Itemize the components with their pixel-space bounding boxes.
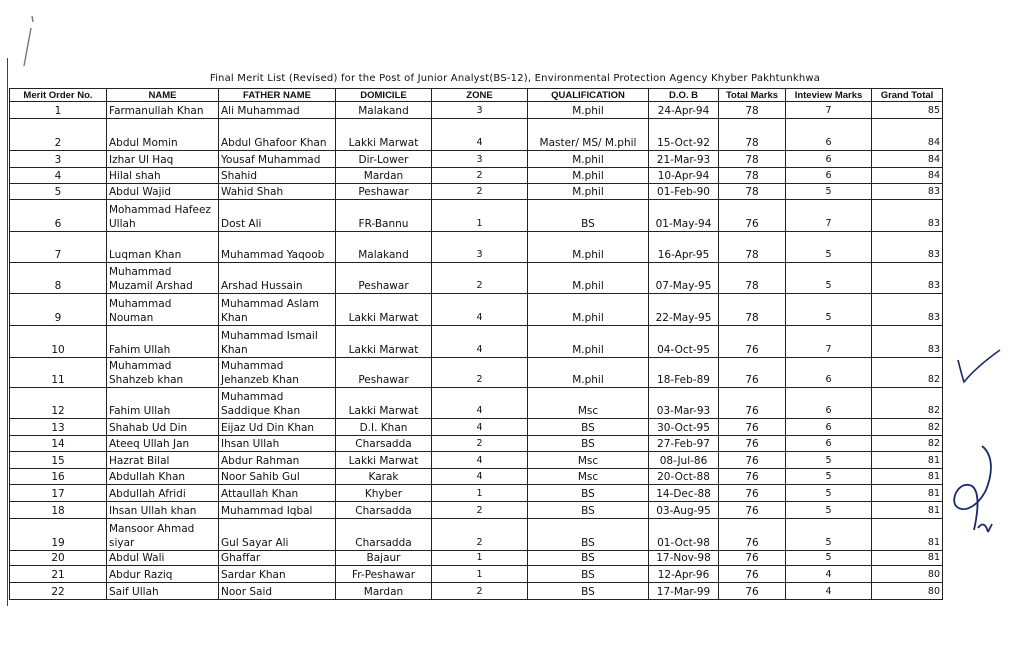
qualification-cell: Msc	[528, 388, 649, 419]
total-marks-cell: 76	[719, 566, 786, 583]
qualification-cell: BS	[528, 200, 649, 232]
candidate-name-cell: Abdur Raziq	[107, 566, 219, 583]
merit-order-cell: 18	[10, 502, 107, 519]
father-name-cell: Attaullah Khan	[219, 485, 336, 502]
grand-total-cell: 84	[872, 168, 943, 184]
dob-cell: 01-Oct-98	[649, 519, 719, 551]
candidate-name-cell: Izhar Ul Haq	[107, 151, 219, 168]
column-header-qualification: QUALIFICATION	[528, 89, 649, 102]
pen-stroke-mark	[20, 14, 40, 70]
merit-order-cell: 8	[10, 263, 107, 294]
interview-marks-cell: 4	[786, 566, 872, 583]
interview-marks-cell: 6	[786, 119, 872, 151]
table-row	[10, 294, 943, 326]
interview-marks-cell: 5	[786, 469, 872, 485]
interview-marks-cell: 7	[786, 102, 872, 119]
column-header-domicile: DOMICILE	[336, 89, 432, 102]
qualification-cell: M.phil	[528, 263, 649, 294]
father-name-cell: Muhammad Jehanzeb Khan	[219, 358, 336, 388]
checkmark-icon	[950, 342, 1010, 386]
qualification-cell: M.phil	[528, 184, 649, 200]
table-row	[10, 502, 943, 519]
merit-order-cell: 2	[10, 119, 107, 151]
page-edge-line	[7, 58, 8, 606]
grand-total-cell: 82	[872, 419, 943, 436]
total-marks-cell: 78	[719, 168, 786, 184]
domicile-cell: Malakand	[336, 102, 432, 119]
qualification-cell: BS	[528, 583, 649, 600]
merit-order-cell: 21	[10, 566, 107, 583]
merit-order-cell: 13	[10, 419, 107, 436]
table-row	[10, 102, 943, 119]
qualification-cell: BS	[528, 485, 649, 502]
candidate-name-cell: Fahim Ullah	[107, 326, 219, 358]
domicile-cell: Peshawar	[336, 184, 432, 200]
father-name-cell: Muhammad Yaqoob	[219, 232, 336, 263]
grand-total-cell: 81	[872, 519, 943, 551]
total-marks-cell: 78	[719, 102, 786, 119]
qualification-cell: Msc	[528, 469, 649, 485]
father-name-cell: Noor Said	[219, 583, 336, 600]
total-marks-cell: 76	[719, 485, 786, 502]
dob-cell: 30-Oct-95	[649, 419, 719, 436]
total-marks-cell: 76	[719, 469, 786, 485]
dob-cell: 07-May-95	[649, 263, 719, 294]
candidate-name-cell: Abdul Momin	[107, 119, 219, 151]
column-header-merit-order: Merit Order No.	[10, 89, 107, 102]
father-name-cell: Dost Ali	[219, 200, 336, 232]
table-row	[10, 151, 943, 168]
interview-marks-cell: 6	[786, 358, 872, 388]
zone-cell: 3	[432, 232, 528, 263]
table-row	[10, 263, 943, 294]
total-marks-cell: 78	[719, 263, 786, 294]
merit-order-cell: 16	[10, 469, 107, 485]
dob-cell: 14-Dec-88	[649, 485, 719, 502]
qualification-cell: BS	[528, 436, 649, 452]
zone-cell: 1	[432, 485, 528, 502]
dob-cell: 27-Feb-97	[649, 436, 719, 452]
column-header-zone: ZONE	[432, 89, 528, 102]
table-row	[10, 452, 943, 469]
table-row	[10, 519, 943, 551]
grand-total-cell: 83	[872, 200, 943, 232]
qualification-cell: Msc	[528, 452, 649, 469]
father-name-cell: Muhammad Saddique Khan	[219, 388, 336, 419]
domicile-cell: Karak	[336, 469, 432, 485]
grand-total-cell: 83	[872, 326, 943, 358]
zone-cell: 2	[432, 184, 528, 200]
zone-cell: 2	[432, 436, 528, 452]
interview-marks-cell: 5	[786, 263, 872, 294]
table-row	[10, 551, 943, 566]
merit-order-cell: 6	[10, 200, 107, 232]
column-header-total-marks: Total Marks	[719, 89, 786, 102]
qualification-cell: BS	[528, 566, 649, 583]
dob-cell: 24-Apr-94	[649, 102, 719, 119]
grand-total-cell: 84	[872, 151, 943, 168]
grand-total-cell: 82	[872, 358, 943, 388]
merit-order-cell: 15	[10, 452, 107, 469]
father-name-cell: Noor Sahib Gul	[219, 469, 336, 485]
zone-cell: 3	[432, 151, 528, 168]
zone-cell: 4	[432, 419, 528, 436]
father-name-cell: Shahid	[219, 168, 336, 184]
qualification-cell: M.phil	[528, 326, 649, 358]
dob-cell: 17-Mar-99	[649, 583, 719, 600]
domicile-cell: FR-Bannu	[336, 200, 432, 232]
domicile-cell: Lakki Marwat	[336, 326, 432, 358]
merit-order-cell: 11	[10, 358, 107, 388]
zone-cell: 4	[432, 388, 528, 419]
zone-cell: 2	[432, 168, 528, 184]
grand-total-cell: 83	[872, 263, 943, 294]
total-marks-cell: 76	[719, 436, 786, 452]
total-marks-cell: 76	[719, 502, 786, 519]
interview-marks-cell: 5	[786, 184, 872, 200]
total-marks-cell: 78	[719, 184, 786, 200]
domicile-cell: Khyber	[336, 485, 432, 502]
candidate-name-cell: Muhammad Shahzeb khan	[107, 358, 219, 388]
father-name-cell: Muhammad Aslam Khan	[219, 294, 336, 326]
candidate-name-cell: Mansoor Ahmad siyar	[107, 519, 219, 551]
zone-cell: 1	[432, 200, 528, 232]
total-marks-cell: 78	[719, 119, 786, 151]
grand-total-cell: 84	[872, 119, 943, 151]
candidate-name-cell: Fahim Ullah	[107, 388, 219, 419]
table-row	[10, 326, 943, 358]
dob-cell: 15-Oct-92	[649, 119, 719, 151]
interview-marks-cell: 5	[786, 519, 872, 551]
total-marks-cell: 78	[719, 232, 786, 263]
total-marks-cell: 76	[719, 551, 786, 566]
total-marks-cell: 76	[719, 200, 786, 232]
merit-order-cell: 19	[10, 519, 107, 551]
total-marks-cell: 76	[719, 519, 786, 551]
domicile-cell: Mardan	[336, 168, 432, 184]
zone-cell: 4	[432, 469, 528, 485]
domicile-cell: Dir-Lower	[336, 151, 432, 168]
grand-total-cell: 81	[872, 452, 943, 469]
father-name-cell: Abdur Rahman	[219, 452, 336, 469]
merit-order-cell: 1	[10, 102, 107, 119]
domicile-cell: Fr-Peshawar	[336, 566, 432, 583]
qualification-cell: BS	[528, 419, 649, 436]
domicile-cell: Bajaur	[336, 551, 432, 566]
zone-cell: 2	[432, 519, 528, 551]
interview-marks-cell: 6	[786, 388, 872, 419]
candidate-name-cell: Hazrat Bilal	[107, 452, 219, 469]
table-row	[10, 119, 943, 151]
qualification-cell: M.phil	[528, 294, 649, 326]
merit-order-cell: 9	[10, 294, 107, 326]
zone-cell: 4	[432, 119, 528, 151]
zone-cell: 2	[432, 583, 528, 600]
table-row	[10, 583, 943, 600]
interview-marks-cell: 7	[786, 200, 872, 232]
interview-marks-cell: 5	[786, 551, 872, 566]
domicile-cell: Lakki Marwat	[336, 452, 432, 469]
merit-order-cell: 3	[10, 151, 107, 168]
total-marks-cell: 76	[719, 583, 786, 600]
qualification-cell: BS	[528, 502, 649, 519]
domicile-cell: Peshawar	[336, 358, 432, 388]
table-row	[10, 469, 943, 485]
qualification-cell: Master/ MS/ M.phil	[528, 119, 649, 151]
domicile-cell: Mardan	[336, 583, 432, 600]
zone-cell: 2	[432, 263, 528, 294]
zone-cell: 1	[432, 551, 528, 566]
domicile-cell: Malakand	[336, 232, 432, 263]
qualification-cell: M.phil	[528, 358, 649, 388]
domicile-cell: Lakki Marwat	[336, 294, 432, 326]
dob-cell: 01-May-94	[649, 200, 719, 232]
qualification-cell: BS	[528, 519, 649, 551]
merit-order-cell: 4	[10, 168, 107, 184]
zone-cell: 1	[432, 566, 528, 583]
interview-marks-cell: 5	[786, 452, 872, 469]
table-row	[10, 388, 943, 419]
father-name-cell: Ali Muhammad	[219, 102, 336, 119]
father-name-cell: Yousaf Muhammad	[219, 151, 336, 168]
grand-total-cell: 80	[872, 566, 943, 583]
dob-cell: 03-Aug-95	[649, 502, 719, 519]
domicile-cell: D.I. Khan	[336, 419, 432, 436]
dob-cell: 17-Nov-98	[649, 551, 719, 566]
table-row	[10, 168, 943, 184]
total-marks-cell: 76	[719, 358, 786, 388]
father-name-cell: Eijaz Ud Din Khan	[219, 419, 336, 436]
qualification-cell: M.phil	[528, 168, 649, 184]
grand-total-cell: 82	[872, 436, 943, 452]
domicile-cell: Charsadda	[336, 519, 432, 551]
interview-marks-cell: 4	[786, 583, 872, 600]
domicile-cell: Lakki Marwat	[336, 388, 432, 419]
table-row	[10, 232, 943, 263]
candidate-name-cell: Abdul Wajid	[107, 184, 219, 200]
column-header-father-name: FATHER NAME	[219, 89, 336, 102]
interview-marks-cell: 5	[786, 502, 872, 519]
grand-total-cell: 81	[872, 502, 943, 519]
zone-cell: 3	[432, 102, 528, 119]
table-row	[10, 358, 943, 388]
total-marks-cell: 78	[719, 151, 786, 168]
table-row	[10, 419, 943, 436]
dob-cell: 01-Feb-90	[649, 184, 719, 200]
merit-order-cell: 22	[10, 583, 107, 600]
interview-marks-cell: 5	[786, 485, 872, 502]
merit-order-cell: 14	[10, 436, 107, 452]
dob-cell: 08-Jul-86	[649, 452, 719, 469]
document-title: Final Merit List (Revised) for the Post of Junior Analyst(BS-12), Environmental Protection Agency Khyber Pakhtunkhwa	[209, 73, 821, 84]
dob-cell: 04-Oct-95	[649, 326, 719, 358]
grand-total-cell: 81	[872, 551, 943, 566]
qualification-cell: M.phil	[528, 151, 649, 168]
grand-total-cell: 83	[872, 294, 943, 326]
dob-cell: 03-Mar-93	[649, 388, 719, 419]
interview-marks-cell: 6	[786, 419, 872, 436]
candidate-name-cell: Muhammad Muzamil Arshad	[107, 263, 219, 294]
signature-mark	[942, 440, 1002, 546]
zone-cell: 4	[432, 326, 528, 358]
merit-list-table	[9, 88, 943, 600]
grand-total-cell: 80	[872, 583, 943, 600]
domicile-cell: Charsadda	[336, 502, 432, 519]
qualification-cell: M.phil	[528, 232, 649, 263]
dob-cell: 16-Apr-95	[649, 232, 719, 263]
merit-order-cell: 12	[10, 388, 107, 419]
candidate-name-cell: Hilal shah	[107, 168, 219, 184]
candidate-name-cell: Shahab Ud Din	[107, 419, 219, 436]
total-marks-cell: 76	[719, 452, 786, 469]
candidate-name-cell: Luqman Khan	[107, 232, 219, 263]
zone-cell: 2	[432, 358, 528, 388]
merit-order-cell: 7	[10, 232, 107, 263]
table-header-row	[10, 89, 943, 102]
father-name-cell: Gul Sayar Ali	[219, 519, 336, 551]
father-name-cell: Sardar Khan	[219, 566, 336, 583]
father-name-cell: Muhammad Iqbal	[219, 502, 336, 519]
dob-cell: 12-Apr-96	[649, 566, 719, 583]
candidate-name-cell: Saif Ullah	[107, 583, 219, 600]
father-name-cell: Abdul Ghafoor Khan	[219, 119, 336, 151]
father-name-cell: Ghaffar	[219, 551, 336, 566]
interview-marks-cell: 5	[786, 232, 872, 263]
table-row	[10, 485, 943, 502]
father-name-cell: Muhammad Ismail Khan	[219, 326, 336, 358]
column-header-dob: D.O. B	[649, 89, 719, 102]
merit-order-cell: 20	[10, 551, 107, 566]
father-name-cell: Ihsan Ullah	[219, 436, 336, 452]
total-marks-cell: 76	[719, 326, 786, 358]
zone-cell: 4	[432, 452, 528, 469]
father-name-cell: Wahid Shah	[219, 184, 336, 200]
interview-marks-cell: 6	[786, 151, 872, 168]
candidate-name-cell: Ihsan Ullah khan	[107, 502, 219, 519]
table-row	[10, 566, 943, 583]
merit-order-cell: 10	[10, 326, 107, 358]
column-header-name: NAME	[107, 89, 219, 102]
grand-total-cell: 83	[872, 232, 943, 263]
total-marks-cell: 78	[719, 294, 786, 326]
domicile-cell: Lakki Marwat	[336, 119, 432, 151]
grand-total-cell: 81	[872, 469, 943, 485]
interview-marks-cell: 6	[786, 436, 872, 452]
total-marks-cell: 76	[719, 388, 786, 419]
candidate-name-cell: Ateeq Ullah Jan	[107, 436, 219, 452]
father-name-cell: Arshad Hussain	[219, 263, 336, 294]
interview-marks-cell: 7	[786, 326, 872, 358]
interview-marks-cell: 6	[786, 168, 872, 184]
grand-total-cell: 85	[872, 102, 943, 119]
candidate-name-cell: Farmanullah Khan	[107, 102, 219, 119]
grand-total-cell: 83	[872, 184, 943, 200]
grand-total-cell: 82	[872, 388, 943, 419]
total-marks-cell: 76	[719, 419, 786, 436]
domicile-cell: Charsadda	[336, 436, 432, 452]
merit-order-cell: 17	[10, 485, 107, 502]
dob-cell: 20-Oct-88	[649, 469, 719, 485]
candidate-name-cell: Abdul Wali	[107, 551, 219, 566]
dob-cell: 10-Apr-94	[649, 168, 719, 184]
dob-cell: 22-May-95	[649, 294, 719, 326]
dob-cell: 18-Feb-89	[649, 358, 719, 388]
table-row	[10, 436, 943, 452]
qualification-cell: BS	[528, 551, 649, 566]
column-header-grand-total: Grand Total	[872, 89, 943, 102]
table-row	[10, 200, 943, 232]
qualification-cell: M.phil	[528, 102, 649, 119]
column-header-interview-marks: Inteview Marks	[786, 89, 872, 102]
candidate-name-cell: Abdullah Afridi	[107, 485, 219, 502]
candidate-name-cell: Abdullah Khan	[107, 469, 219, 485]
interview-marks-cell: 5	[786, 294, 872, 326]
domicile-cell: Peshawar	[336, 263, 432, 294]
candidate-name-cell: Muhammad Nouman	[107, 294, 219, 326]
dob-cell: 21-Mar-93	[649, 151, 719, 168]
merit-order-cell: 5	[10, 184, 107, 200]
zone-cell: 4	[432, 294, 528, 326]
candidate-name-cell: Mohammad Hafeez Ullah	[107, 200, 219, 232]
zone-cell: 2	[432, 502, 528, 519]
grand-total-cell: 81	[872, 485, 943, 502]
table-row	[10, 184, 943, 200]
